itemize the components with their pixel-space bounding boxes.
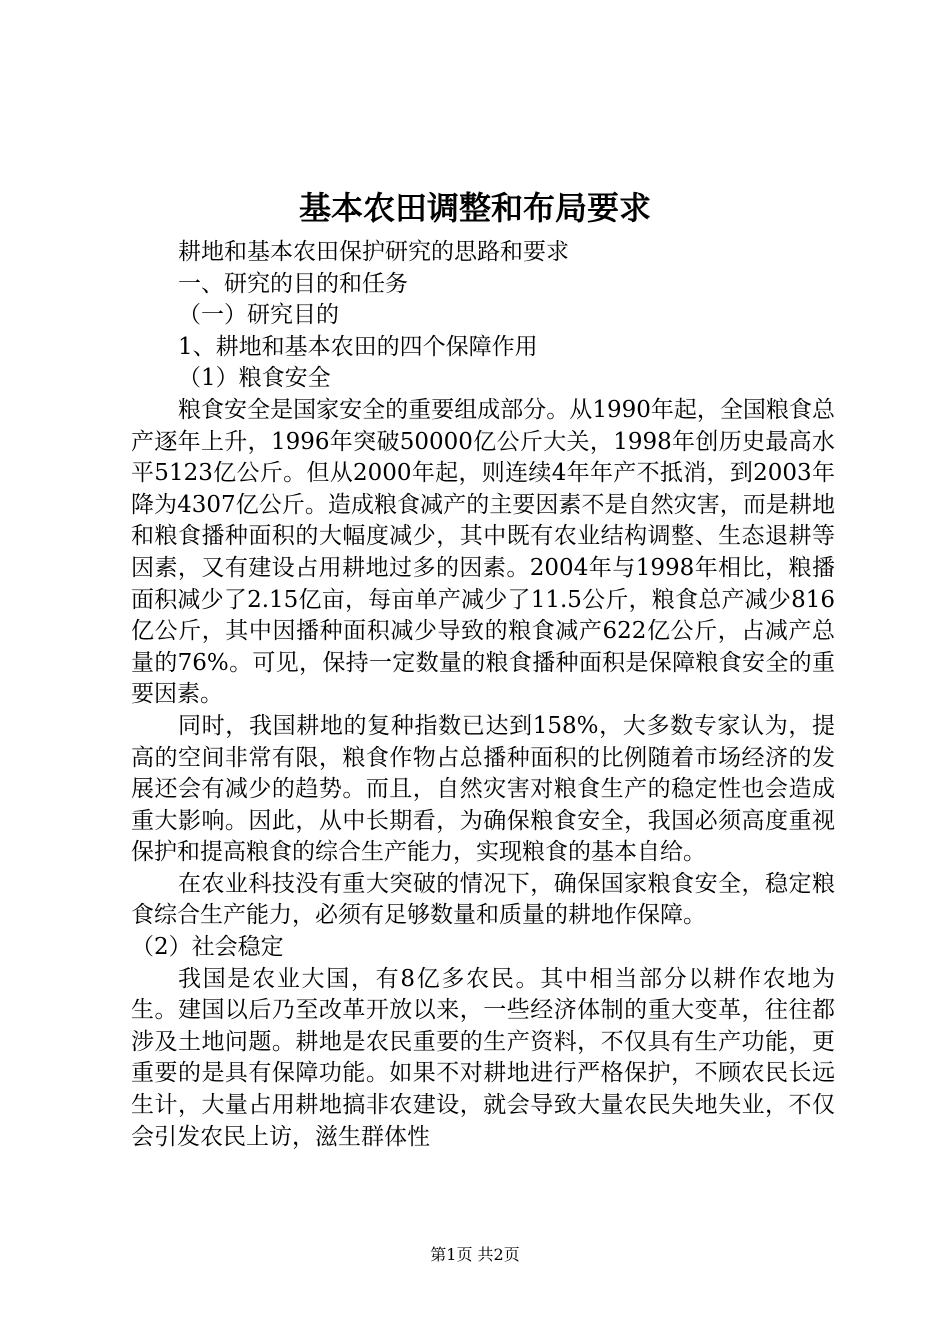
- subtitle: 耕地和基本农田保护研究的思路和要求: [178, 239, 569, 265]
- heading-research-purpose-and-tasks: 一、研究的目的和任务: [178, 270, 408, 297]
- document-body: [131, 237, 835, 1153]
- paragraph-food-security: 粮食安全是国家安全的重要组成部分。从1990年起，全国粮食总产逐年上升，1996年突破50000亿公斤大关，1998年创历史最高水平5123亿公斤。但从2000年起，则连续4年年产不抵消，到2003年降为4307亿公斤。造成粮食减产的主要因素不是自然灾害，而是耕地和粮食播种面积的大幅度减少，其中既有农业结构调整、生态退耕等因素，又有建设占用耕地过多的因素。2004年与1998年相比，粮播面积减少了2.15亿亩，每亩单产减少了11.5公斤，粮食总产减少816亿公斤，其中因播种面积减少导致的粮食减产622亿公斤，占减产总量的76%。可见，保持一定数量的粮食播种面积是保障粮食安全的重要因素。: [131, 396, 835, 708]
- heading-four-guarantee-roles: 1、耕地和基本农田的四个保障作用: [178, 333, 538, 360]
- paragraph-multiple-cropping: 同时，我国耕地的复种指数已达到158%，大多数专家认为，提高的空间非常有限，粮食作物占总播种面积的比例随着市场经济的发展还会有减少的趋势。而且，自然灾害对粮食生产的稳定性也会造成重大影响。因此，从中长期看，为确保粮食安全，我国必须高度重视保护和提高粮食的综合生产能力，实现粮食的基本自给。: [131, 712, 835, 866]
- heading-research-purpose: （一）研究目的: [178, 302, 339, 329]
- page-footer: 第1页 共2页: [430, 1245, 520, 1264]
- paragraph-technology: 在农业科技没有重大突破的情况下，确保国家粮食安全，稳定粮食综合生产能力，必须有足够数量和质量的耕地作保障。: [131, 870, 835, 929]
- heading-social-stability: （2）社会稳定: [131, 934, 284, 961]
- paragraph-social-stability: 我国是农业大国，有8亿多农民。其中相当部分以耕作农地为生。建国以后乃至改革开放以来，一些经济体制的重大变革，往往都涉及土地问题。耕地是农民重要的生产资料，不仅具有生产功能，更重要的是具有保障功能。如果不对耕地进行严格保护，不顾农民长远生计，大量占用耕地搞非农建设，就会导致大量农民失地失业，不仅会引发农民上访，滋生群体性: [131, 965, 835, 1150]
- heading-food-security: （1）粮食安全: [178, 365, 331, 392]
- document-title: 基本农田调整和布局要求: [298, 189, 651, 227]
